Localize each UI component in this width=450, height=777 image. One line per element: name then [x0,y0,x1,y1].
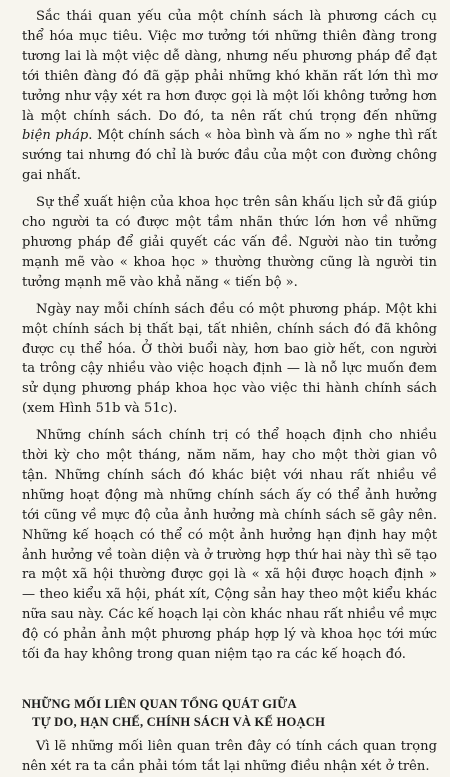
paragraph-1-text-b: . Một chính sách « hòa bình và ấm no » nghe thì rất sướng tai nhưng đó chỉ là bước đầu của một con đường chông gai nhất. [22,128,437,184]
paragraph-1-emphasis: biện pháp [22,128,89,144]
section-heading [22,695,437,731]
paragraph-5: Vì lẽ những mối liên quan trên đây có tính cách quan trọng nên xét ra ta cần phải tóm tắt lại những điều nhận xét ở trên. [22,739,437,774]
section-heading-line-2: TỰ DO, HẠN CHẾ, CHÍNH SÁCH VÀ KẾ HOẠCH [32,715,326,729]
paragraph-1 [22,7,437,186]
paragraph-2: Sự thể xuất hiện của khoa học trên sân khấu lịch sử đã giúp cho người ta có được một tầm nhãn thức lớn hơn về những phương pháp để giải quyết các vấn đề. Người nào tin tưởng mạnh mẽ vào « khoa học » thường thường cũng là người tin tưởng mạnh mẽ vào khả năng « tiến bộ ». [22,195,437,290]
section-heading-line-1: NHỮNG MỐI LIÊN QUAN TỔNG QUÁT GIỮA [22,697,297,711]
paragraph-1-text-a: Sắc thái quan yếu của một chính sách là phương cách cụ thể hóa mục tiêu. Việc mơ tưởng tới những thiên đàng trong tương lai là một việc dễ dàng, nhưng nếu phương pháp để đạt tới thiên đàng đó đã gặp phải những khó khăn rất lớn thì mơ tưởng như vậy xét ra hơn được gọi là một lối không tưởng hơn là một chính sách. Do đó, ta nên rất chú trọng đến những [22,9,437,124]
paragraph-3: Ngày nay mỗi chính sách đều có một phương pháp. Một khi một chính sách bị thất bại, tất nhiên, chính sách đó đã không được cụ thể hóa. Ở thời buổi này, hơn bao giờ hết, con người ta trông cậy nhiều vào việc hoạch định — là nỗ lực muốn đem sử dụng phương pháp khoa học vào việc thi hành chính sách (xem Hình 51b và 51c). [22,301,437,417]
paragraph-4: Những chính sách chính trị có thể hoạch định cho nhiều thời kỳ cho một tháng, năm năm, hay cho một thời gian vô tận. Những chính sách đó khác biệt với nhau rất nhiều về những hoạt động mà những chính sách ấy có thể ảnh hưởng tới cũng về mực độ của ảnh hưởng mà chính sách sẽ gây nên. Những kế hoạch có thể có một ảnh hưởng hạn định hay một ảnh hưởng về toàn diện và ở trường hợp thứ hai này thì sẽ tạo ra một xã hội thường được gọi là « xã hội được hoạch định » — theo kiểu xã hội, phát xít, Cộng sản hay theo một kiểu khác nữa sau này. Các kế hoạch lại còn khác nhau rất nhiều về mực độ có phản ảnh một phương pháp hợp lý và khoa học tới mức tối đa hay không trong quan niệm tạo ra các kế hoạch đó. [22,428,437,663]
